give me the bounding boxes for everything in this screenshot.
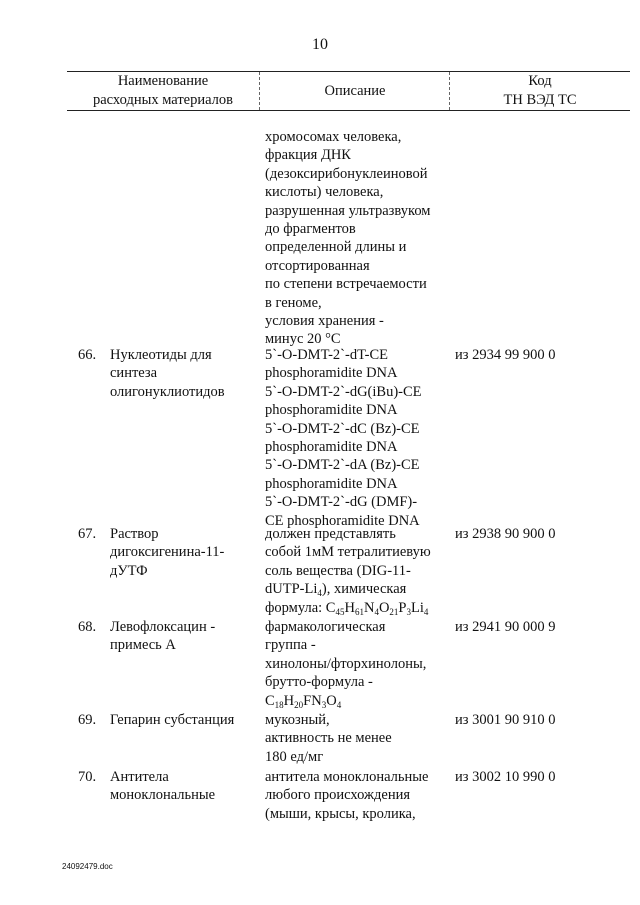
formula-element: H <box>283 692 295 709</box>
formula-element: FN <box>303 692 322 709</box>
formula-element: C <box>265 692 275 709</box>
column-divider-2 <box>449 72 450 110</box>
column-divider-1 <box>259 72 260 110</box>
formula-subscript: 4 <box>336 699 342 710</box>
header-description: Описание <box>324 83 386 99</box>
row-66-description: 5`-O-DMT-2`-dT-CE phosphoramidite DNA 5`-O-DMT-2`-dG(iBu)-CE phosphoramidite DNA 5`-O-DMT-2`-dC (Bz)-CE phosphoramidite DNA 5`-O-DMT-2`-dA (Bz)-CE phosphoramidite DNA 5`-O-DMT-2`-dG (DMF)- CE phosphoramidite DNA <box>265 347 422 529</box>
row-67-desc-tail: ), химическая формула: <box>265 581 407 616</box>
formula-element: Li <box>411 599 424 616</box>
row-69-code: из 3001 90 910 0 <box>455 712 556 728</box>
formula-subscript: 18 <box>274 699 284 710</box>
formula-subscript: 3 <box>406 606 411 617</box>
formula-subscript: 4 <box>374 606 379 617</box>
row-67-code: из 2938 90 900 0 <box>455 526 556 542</box>
row-68-code: из 2941 90 000 9 <box>455 619 556 635</box>
page-number: 10 <box>312 36 328 53</box>
row-67-number: 67. <box>78 526 97 542</box>
formula-element: O <box>378 599 390 616</box>
formula-subscript: 20 <box>294 699 304 710</box>
row-67-name: Раствор дигоксигенина-11- дУТФ <box>110 526 225 579</box>
row-68-number: 68. <box>78 619 97 635</box>
formula-element: N <box>363 599 375 616</box>
formula-element: P <box>398 599 407 616</box>
continuation-description: хромосомах человека, фракция ДНК (дезоксирибонуклеиновой кислоты) человека, разрушенная ультразвуком до фрагментов определенной длины и отсортированная по степени встречаемости в геноме, условия хранения - минус 20 °C <box>265 129 431 348</box>
row-69-description: мукозный, активность не менее 180 ед/мг <box>265 712 392 765</box>
formula-subscript: 61 <box>354 606 364 617</box>
row-68-formula <box>265 693 341 709</box>
row-70-code: из 3002 10 990 0 <box>455 769 556 785</box>
formula-subscript: 3 <box>321 699 327 710</box>
formula-subscript: 45 <box>335 606 345 617</box>
formula-element: O <box>326 692 337 709</box>
row-67-desc-subscript: 4 <box>317 588 322 599</box>
row-67-description <box>265 525 455 617</box>
header-bottom-rule <box>67 110 630 111</box>
formula-element: H <box>344 599 355 616</box>
row-67-desc-text: должен представлять собой 1мМ тетралитиевую соль вещества (DIG-11- dUTP-Li <box>265 526 431 598</box>
header-code: Код ТН ВЭД ТС <box>503 73 577 108</box>
row-66-name: Нуклеотиды для синтеза олигонуклиотидов <box>110 347 225 400</box>
formula-element: C <box>325 599 336 616</box>
row-68-name: Левофлоксацин - примесь А <box>110 619 216 654</box>
row-70-name: Антитела моноклональные <box>110 769 216 804</box>
row-66-code: из 2934 99 900 0 <box>455 347 556 363</box>
formula-subscript: 21 <box>389 606 399 617</box>
header-name: Наименование расходных материалов <box>92 73 234 108</box>
row-70-number: 70. <box>78 769 97 785</box>
row-69-name: Гепарин субстанция <box>110 712 235 728</box>
document-filename: 24092479.doc <box>62 862 113 871</box>
row-70-description: антитела моноклональные любого происхождения (мыши, крысы, кролика, <box>265 769 429 822</box>
row-66-number: 66. <box>78 347 97 363</box>
formula-subscript: 4 <box>423 606 429 617</box>
row-68-desc-text: фармакологическая группа - хинолоны/фторхинолоны, брутто-формула - <box>265 619 427 691</box>
row-69-number: 69. <box>78 712 97 728</box>
row-67-formula <box>326 600 429 616</box>
row-68-description <box>265 618 455 710</box>
